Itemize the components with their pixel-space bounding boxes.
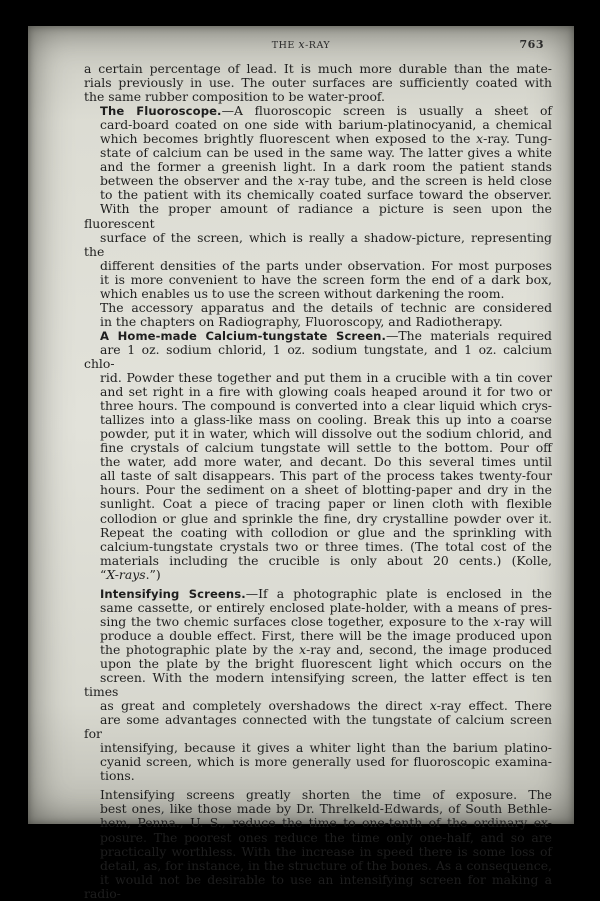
text-line [84,315,552,329]
line-text: —If a photographic plate is enclosed in the [245,585,552,601]
line-text: collodion or glue and sprinkle the fine, dry crystalline powder over it. [100,510,552,526]
line-text: practically worthless. With the increase in speed there is some loss of [100,843,552,859]
fluoroscope-paragraph [84,104,552,301]
line-text: materials including the crucible is only about 20 cents.) (Kolle, [100,552,552,568]
text-line [84,329,552,343]
text-line [84,713,552,741]
text-line [84,629,552,643]
exposure-paragraph [84,788,552,900]
text-line [84,802,552,816]
line-text: calcium-tungstate crystals two or three times. (The total cost of the [100,538,552,554]
line-text: hem, Penna., U. S., reduce the time to one-tenth of the ordinary ex- [100,815,552,831]
line-text: same cassette, or entirely enclosed plate-holder, with a means of pres- [100,599,552,615]
text-line [84,512,552,526]
line-text: are 1 oz. sodium chlorid, 1 oz. sodium tungstate, and 1 oz. calcium chlo- [84,341,552,371]
text-line [84,671,552,699]
text-line [84,699,552,713]
text-line [84,104,552,118]
line-text: produce a double effect. First, there will be the image produced upon [100,627,552,643]
line-text: Intensifying screens greatly shorten the time of exposure. The [100,787,552,803]
line-text: Repeat the coating with collodion or glue and the sprinkling with [100,524,552,540]
section-heading: Intensifying Screens. [100,586,246,601]
line-text: detail, as, for instance, in the structure of the bones. As a consequence, [100,857,552,873]
text-line [84,202,552,230]
text-line [84,231,552,259]
line-text: “X-rays.”) [100,566,161,582]
line-text: between the observer and the x-ray tube, and the screen is held close [100,173,552,189]
text-line [84,568,552,582]
text-line [84,385,552,399]
line-text: rid. Powder these together and put them in a crucible with a tin cover [100,370,552,386]
book-page [28,26,574,901]
line-text: and the former a greenish light. In a dark room the patient stands [100,159,552,175]
text-line [84,343,552,371]
text-line [84,587,552,601]
text-line [84,160,552,174]
line-text: a certain percentage of lead. It is much more durable than the mate- [84,61,552,76]
text-line [84,371,552,385]
text-line [84,845,552,859]
text-line [84,259,552,273]
page-header [28,38,574,54]
line-text: rials previously in use. The outer surfaces are sufficiently coated with [84,75,552,91]
text-line [84,483,552,497]
line-text: sunlight. Coat a piece of tracing paper or linen cloth with flexible [100,496,552,512]
section-heading: A Home-made Calcium-tungstate Screen. [100,328,387,343]
running-title: THE x-RAY [271,38,331,51]
line-text: which becomes brightly fluorescent when exposed to the x-ray. Tung- [100,131,552,147]
page-text [84,62,552,901]
text-line [84,601,552,615]
line-text: state of calcium can be used in the same way. The latter gives a white [100,145,552,161]
line-text: sing the two chemic surfaces close together, exposure to the x-ray will [100,613,552,629]
line-text: the water, add more water, and decant. Do this several times until [100,454,552,470]
text-line [84,188,552,202]
page-number: 763 [519,38,544,51]
text-line [84,62,552,76]
line-text: all taste of salt disappears. This part of the process takes twenty-four [100,468,552,484]
text-line [84,755,552,769]
text-line [84,554,552,568]
text-line [84,273,552,287]
text-line [84,769,552,783]
text-line [84,497,552,511]
text-line [84,540,552,554]
line-text: —A fluoroscopic screen is usually a sheet of [221,103,552,119]
line-text: to the patient with its chemically coated surface toward the observer. [100,187,552,203]
text-line [84,287,552,301]
line-text: are some advantages connected with the tungstate of calcium screen for [84,712,552,742]
line-text: card-board coated on one side with barium-platinocyanid, a chemical [100,117,552,133]
section-heading: The Fluoroscope. [100,104,222,119]
text-line [84,615,552,629]
text-line [84,427,552,441]
line-text: three hours. The compound is converted into a clear liquid which crys- [100,398,552,414]
text-line [84,146,552,160]
text-line [84,455,552,469]
text-line [84,873,552,901]
line-text: —The materials required [386,327,552,343]
text-line [84,816,552,830]
line-text: which enables us to use the screen without darkening the room. [100,285,505,301]
text-line [84,657,552,671]
text-line [84,469,552,483]
line-text: and set right in a fire with glowing coals heaped around it for two or [100,384,552,400]
text-line [84,413,552,427]
text-line [84,174,552,188]
text-line [84,301,552,315]
text-line [84,90,552,104]
line-text: best ones, like those made by Dr. Threlkeld-Edwards, of South Bethle- [100,801,552,817]
line-text: in the chapters on Radiography, Fluoroscopy, and Radiotherapy. [100,313,503,329]
text-line [84,118,552,132]
line-text: fine crystals of calcium tungstate will settle to the bottom. Pour off [100,440,552,456]
text-line [84,831,552,845]
line-text: the photographic plate by the x-ray and, second, the image produced [100,641,552,657]
text-line [84,399,552,413]
text-line [84,741,552,755]
line-text: cyanid screen, which is more generally used for fluoroscopic examina- [100,754,552,770]
intensifying-screens-paragraph [84,587,552,784]
line-text: it is more convenient to have the screen form the end of a dark box, [100,271,552,287]
line-text: the same rubber composition to be water-proof. [84,89,385,105]
line-text: tions. [100,768,135,784]
line-text: intensifying, because it gives a whiter light than the barium platino- [100,740,552,756]
line-text: different densities of the parts under observation. For most purposes [100,257,552,273]
line-text: upon the plate by the bright fluorescent light which occurs on the [100,655,552,671]
line-text: With the proper amount of radiance a picture is seen upon the fluorescent [84,201,552,231]
line-text: posure. The poorest ones reduce the time only one-half, and so are [100,829,552,845]
text-line [84,441,552,455]
text-line [84,859,552,873]
line-text: surface of the screen, which is really a shadow-picture, representing the [84,229,552,259]
text-line [84,643,552,657]
line-text: it would not be desirable to use an intensifying screen for making a radio- [84,871,552,901]
text-line [84,788,552,802]
text-line [84,526,552,540]
text-line [84,132,552,146]
intro-paragraph [84,62,552,104]
line-text: The accessory apparatus and the details of technic are considered [100,299,552,315]
line-text: tallizes into a glass-like mass on cooling. Break this up into a coarse [100,412,552,428]
line-text: hours. Pour the sediment on a sheet of blotting-paper and dry in the [100,482,552,498]
line-text: screen. With the modern intensifying screen, the latter effect is ten times [84,670,552,700]
line-text: powder, put it in water, which will dissolve out the sodium chlorid, and [100,426,552,442]
homemade-screen-paragraph [84,329,552,582]
line-text: as great and completely overshadows the direct x-ray effect. There [100,698,552,714]
accessory-paragraph [84,301,552,329]
text-line [84,76,552,90]
